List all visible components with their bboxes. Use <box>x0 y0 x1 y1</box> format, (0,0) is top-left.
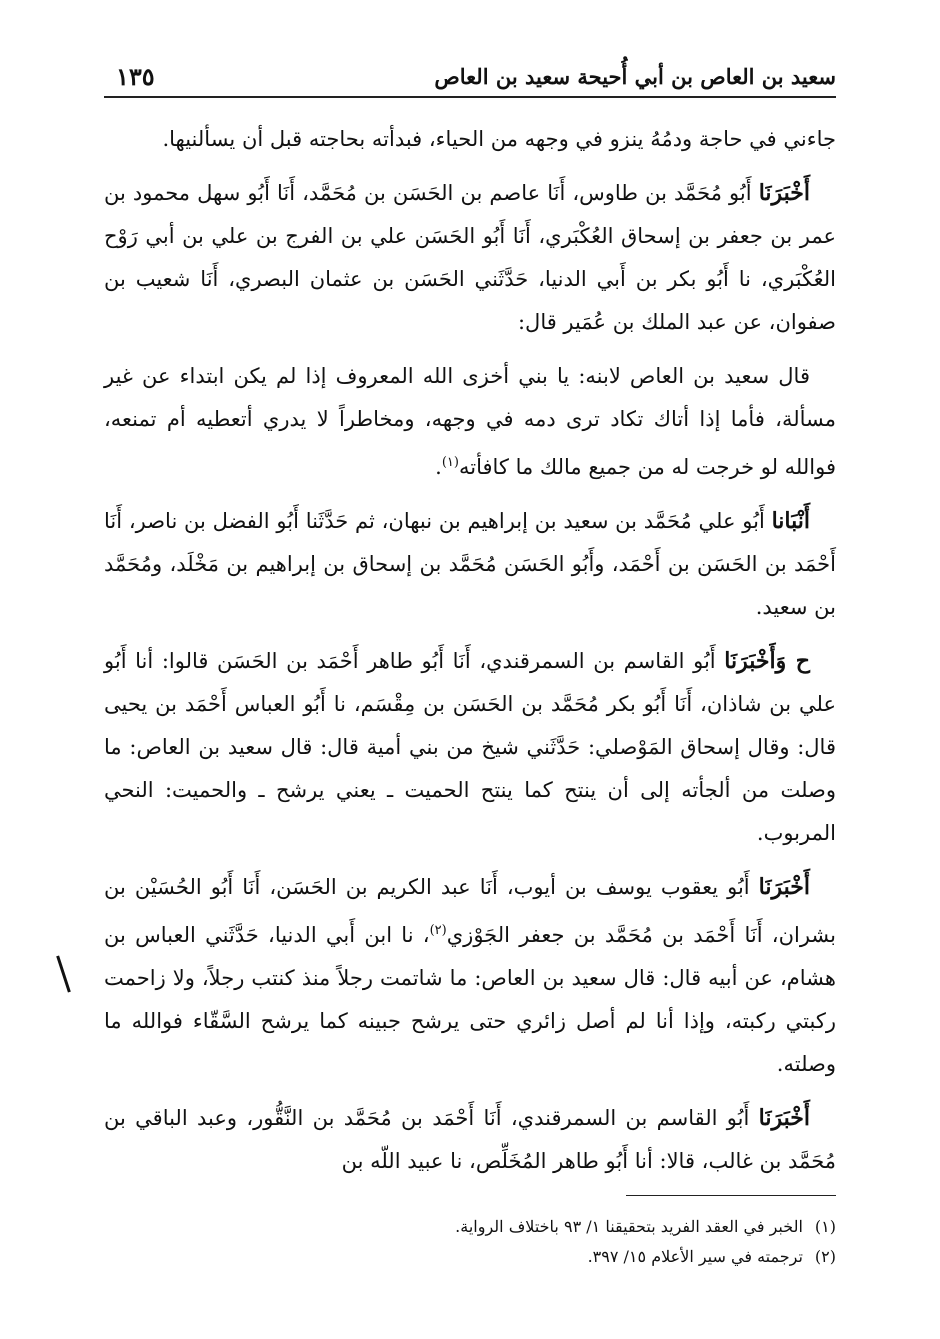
paragraph-text: أَبُو القاسم بن السمرقندي، أَنَا أَبُو طاهر أَحْمَد بن الحَسَن قالوا: أنا أَبُو علي بن شاذان، أَنَا أَبُو بكر مُحَمَّد بن الحَسَن بن مِقْسَم، نا أَبُو العباس أَحْمَد بن يحيى قال: وقال إسحاق المَوْصلي: حَدَّثَني شيخ من بني أمية قال: قال سعيد بن العاص: ما وصلت من ألجأته إلى أن ينتح كما ينتح الحميت ـ يعني يرشح ـ والحميت: النحي المربوب. <box>104 649 836 845</box>
footnote-ref: (١) <box>441 455 459 470</box>
paragraph <box>104 1097 836 1183</box>
footnote-number: (٢) <box>814 1247 836 1266</box>
paragraph-tail: ، نا ابن أَبي الدنيا، حَدَّثَني العباس بن هشام، عن أبيه قال: قال سعيد بن العاص: ما شاتمت رجلاً منذ كنتب رجلاً، ولا زاحمت ركبتي ركبته، وإذا أنا لم أصل زائري حتى يرشح جبينه كما يرشح السَّقّاء فوالله ما وصلته. <box>104 923 836 1076</box>
footnote <box>104 1242 836 1272</box>
paragraph-lead: أَخْبَرَنَا <box>758 1105 810 1131</box>
paragraph-text: أَبُو مُحَمَّد بن طاوس، أَنَا عاصم بن الحَسَن بن مُحَمَّد، أَنَا أَبُو سهل محمود بن عمر بن جعفر بن إسحاق العُكْبَري، أَنَا أَبُو الحَسَن علي بن الفرج بن علي بن أبي رَوْح العُكْبَري، نا أَبُو بكر بن أَبي الدنيا، حَدَّثَني الحَسَن بن عثمان البصري، أَنَا شعيب بن صفوان، عن عبد الملك بن عُمَير قال: <box>104 181 836 334</box>
paragraph-text: قال سعيد بن العاص لابنه: يا بني أخزى الله المعروف إذا لم يكن ابتداء عن غير مسألة، فأما إذا أتاك تكاد ترى دمه في وجهه، ومخاطراً لا يدري أتعطيه أم تمنعه، فوالله لو خرجت له من جميع مالك ما كافأته <box>104 364 836 479</box>
footnote-text: الخبر في العقد الفريد بتحقيقنا ١/ ٩٣ باختلاف الرواية. <box>455 1217 803 1236</box>
body-text <box>104 118 836 1194</box>
paragraph <box>104 500 836 629</box>
paragraph <box>104 640 836 855</box>
paragraph-lead: أَخْبَرَنَا <box>758 180 811 206</box>
paragraph-text: أَبُو القاسم بن السمرقندي، أَنَا أَحْمَد بن مُحَمَّد بن النَّقُّور، وعبد الباقي بن مُحَمَّد بن غالب، قالا: أنا أَبُو طاهر المُخَلِّص، نا عبيد اللّه بن <box>104 1106 836 1173</box>
paragraph-lead: أَخْبَرَنَا <box>758 874 810 900</box>
paragraph <box>104 172 836 344</box>
footnote-text: ترجمته في سير الأعلام ١٥/ ٣٩٧. <box>587 1247 803 1266</box>
paragraph-text: أَبُو علي مُحَمَّد بن سعيد بن إبراهيم بن نبهان، ثم حَدَّثَنا أَبُو الفضل بن ناصر، أَنَا أَحْمَد بن الحَسَن بن أَحْمَد، وأَبُو الحَسَن مُحَمَّد بن إسحاق بن إبراهيم بن مَخْلَد، ومُحَمَّد بن سعيد. <box>104 509 836 619</box>
page-header <box>104 62 836 98</box>
footnote <box>104 1212 836 1242</box>
footnote-ref: (٢) <box>429 923 447 938</box>
paragraph-text: أَبُو يعقوب يوسف بن أيوب، أَنَا عبد الكريم بن الحَسَن، أَنَا أَبُو الحُسَيْن بن بشران، أَنَا أَحْمَد بن مُحَمَّد بن جعفر الجَوْزي <box>104 875 837 947</box>
paragraph-tail: . <box>435 455 442 479</box>
paragraph <box>104 118 836 161</box>
running-title: سعيد بن العاص بن أبي أُحيحة سعيد بن العاص <box>434 64 836 89</box>
paragraph <box>104 355 836 489</box>
paragraph-lead: ح وَأَخْبَرَنَا <box>724 648 810 674</box>
footnotes <box>104 1212 836 1272</box>
page-number: ١٣٥ <box>116 62 155 91</box>
footnote-number: (١) <box>814 1217 836 1236</box>
paragraph <box>104 866 836 1086</box>
paragraph-lead: أَنْبَانا <box>771 508 810 534</box>
paragraph-text: جاءني في حاجة ودمُهُ ينزو في وجهه من الحياء، فبدأته بحاجته قبل أن يسألنيها. <box>162 127 836 151</box>
margin-pen-mark <box>56 955 71 992</box>
footnote-separator <box>626 1195 836 1196</box>
